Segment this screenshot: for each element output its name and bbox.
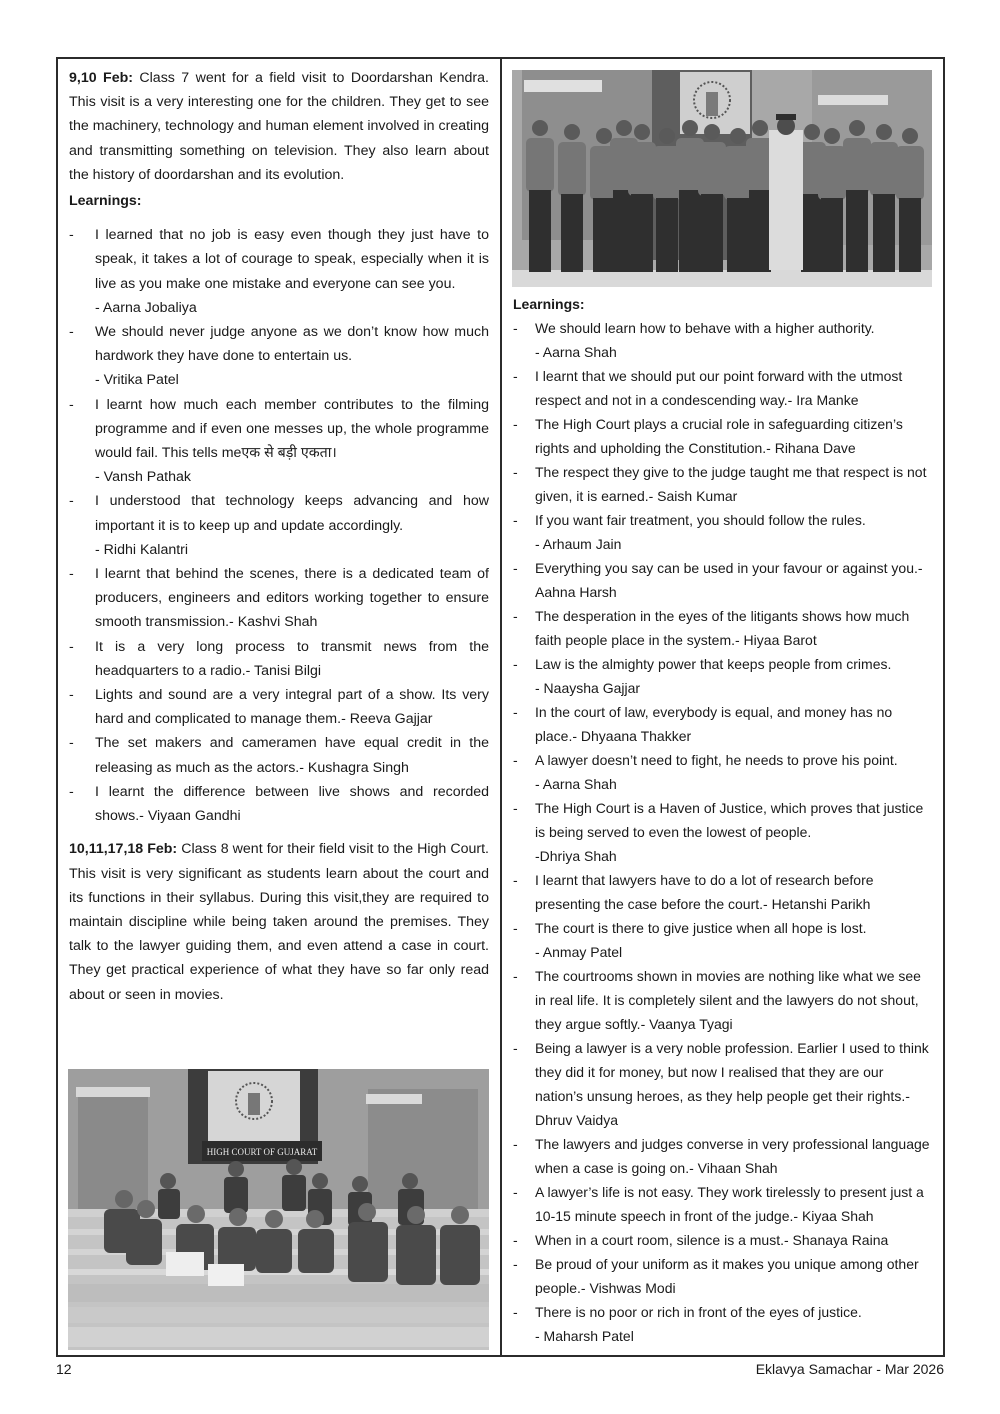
bullet-dash: -: [69, 493, 74, 510]
learning-author: - Anmay Patel: [535, 944, 623, 960]
section1-intro: [69, 66, 489, 187]
high-court-group-photo-image: [512, 70, 932, 287]
learning-text: When in a court room, silence is a must.- Shanaya Raina: [535, 1232, 889, 1248]
person-trousers: [749, 190, 771, 272]
bullet-dash: -: [69, 324, 74, 341]
right-column: [513, 290, 933, 1348]
person-head: [564, 124, 580, 140]
person-trousers: [873, 194, 895, 272]
bullet-dash: -: [513, 1256, 518, 1272]
section1-date: 9,10 Feb:: [69, 70, 133, 86]
bullet-dash: -: [513, 1040, 518, 1056]
learning-text: I learnt that behind the scenes, there is a dedicated team of producers, engineers and editors working together to ensure smooth transmission.- Kashvi Shah: [95, 566, 489, 631]
person-head: [616, 120, 632, 136]
bullet-dash: -: [513, 608, 518, 624]
person-trousers: [679, 190, 701, 272]
high-court-learning-item: [513, 964, 933, 1036]
learning-text: The desperation in the eyes of the litigants shows how much faith people place in the system.- Hiyaa Barot: [535, 608, 910, 648]
doordarshan-learning-item: [69, 683, 489, 731]
learning-text: We should never judge anyone as we don’t know how much hardwork they have done to entertain us.: [95, 324, 489, 365]
high-court-learning-item: [513, 316, 933, 364]
bullet-dash: -: [513, 1304, 518, 1320]
bullet-dash: -: [513, 464, 518, 480]
person-head: [704, 124, 720, 140]
person-trousers: [631, 194, 653, 272]
high-court-learning-item: [513, 556, 933, 604]
person-shirt: [896, 146, 924, 200]
bullet-dash: -: [513, 656, 518, 672]
person-trousers: [727, 198, 749, 272]
learning-text: I learnt that lawyers have to do a lot of research before presenting the case before the court.- Hetanshi Parikh: [535, 872, 874, 912]
high-court-learning-item: [513, 412, 933, 460]
learning-text: Everything you say can be used in your favour or against you.- Aahna Harsh: [535, 560, 923, 600]
right-learnings-heading: Learnings:: [513, 296, 585, 312]
bullet-dash: -: [69, 783, 74, 800]
high-court-learning-item: [513, 460, 933, 508]
person-trousers: [656, 198, 678, 272]
person-shirt: [843, 138, 871, 192]
learning-text: I learnt the difference between live shows and recorded shows.- Viyaan Gandhi: [95, 783, 489, 825]
bullet-dash: -: [513, 968, 518, 984]
learning-author: - Aarna Jobaliya: [95, 299, 197, 316]
person-trousers: [846, 190, 868, 272]
learning-author: - Naaysha Gajjar: [535, 680, 641, 696]
high-court-learning-item: [513, 1132, 933, 1180]
bullet-dash: -: [513, 512, 518, 528]
person-trousers: [561, 194, 583, 272]
bullet-dash: -: [513, 704, 518, 720]
learning-author: - Aarna Shah: [535, 344, 617, 360]
bullet-dash: -: [69, 687, 74, 704]
learning-author: - Ridhi Kalantri: [95, 541, 189, 558]
high-court-learning-item: [513, 868, 933, 916]
publication-name: Eklavya Samachar - Mar 2026: [755, 1361, 944, 1377]
bullet-dash: -: [513, 1232, 518, 1248]
learning-text: A lawyer’s life is not easy. They work tirelessly to present just a 10-15 minute speech in front of the judge.- Kiyaa Shah: [535, 1184, 924, 1224]
high-court-group-photo: [512, 70, 932, 287]
learning-text: The court is there to give justice when all hope is lost.: [535, 920, 867, 936]
high-court-learning-item: [513, 652, 933, 700]
person-shirt: [526, 138, 554, 192]
person-head: [682, 120, 698, 136]
person-shirt: [628, 142, 656, 196]
learning-text: Lights and sound are a very integral part of a show. Its very hard and complicated to manage them.- Reeva Gajjar: [95, 687, 489, 728]
learning-text: Law is the almighty power that keeps people from crimes.: [535, 656, 892, 672]
doordarshan-learning-item: [69, 780, 489, 828]
learning-text: In the court of law, everybody is equal, and money has no place.- Dhyaana Thakker: [535, 704, 893, 744]
doordarshan-learning-item: [69, 393, 489, 490]
section1-learnings-list: [69, 223, 489, 828]
person-head: [532, 120, 548, 136]
court-sign-text: HIGH COURT OF GUJARAT: [206, 1147, 318, 1157]
learning-text: The respect they give to the judge taught me that respect is not given, it is earned.- Saish Kumar: [535, 464, 927, 504]
bullet-dash: -: [513, 416, 518, 432]
section2-intro: [69, 837, 489, 1006]
high-court-learning-item: [513, 1180, 933, 1228]
bullet-dash: -: [69, 735, 74, 752]
learning-text: The High Court plays a crucial role in safeguarding citizen’s rights and upholding the Constitution.- Rihana Dave: [535, 416, 903, 456]
person-shirt: [698, 142, 726, 196]
learning-text: I learned that no job is easy even though they just have to speak, it takes a lot of courage to speak, especially when it is live as you make one mistake and everyone can see you.: [95, 227, 489, 292]
high-court-learning-item: [513, 796, 933, 868]
person-head: [659, 128, 675, 144]
doordarshan-learning-item: [69, 489, 489, 562]
left-column: [69, 66, 489, 1007]
doordarshan-learning-item: [69, 635, 489, 683]
section2-date: 10,11,17,18 Feb:: [69, 841, 178, 858]
learning-text: I understood that technology keeps advancing and how important it is to keep up and update accordingly.: [95, 493, 489, 534]
bullet-dash: -: [69, 566, 74, 583]
learning-text: I learnt that we should put our point forward with the utmost respect and not in a condescending way.- Ira Manke: [535, 368, 903, 408]
person-head: [876, 124, 892, 140]
learning-author: - Aarna Shah: [535, 776, 617, 792]
person-head: [752, 120, 768, 136]
doordarshan-learning-item: [69, 320, 489, 393]
person-trousers: [593, 198, 615, 272]
learning-text: The set makers and cameramen have equal credit in the releasing as much as the actors.- Kushagra Singh: [95, 735, 489, 776]
bullet-dash: -: [513, 560, 518, 576]
page-number: 12: [56, 1361, 72, 1377]
learning-author: -Dhriya Shah: [535, 848, 617, 864]
learning-author: - Vritika Patel: [95, 372, 179, 389]
person-trousers: [899, 198, 921, 272]
learning-text: We should learn how to behave with a higher authority.: [535, 320, 875, 336]
high-court-learning-item: [513, 1228, 933, 1252]
learning-text: A lawyer doesn’t need to fight, he needs to prove his point.: [535, 752, 898, 768]
high-court-learning-item: [513, 508, 933, 556]
bullet-dash: -: [513, 1184, 518, 1200]
learning-text: If you want fair treatment, you should follow the rules.: [535, 512, 866, 528]
person-head: [804, 124, 820, 140]
learning-text: Being a lawyer is a very noble profession. Earlier I used to think they did it for money, but now I realised that they are our nation’s unsung heroes, as they help people get their rights.- Dhruv Vaidya: [535, 1040, 929, 1128]
person-head: [596, 128, 612, 144]
bullet-dash: -: [69, 227, 74, 244]
learning-text: There is no poor or rich in front of the eyes of justice.: [535, 1304, 862, 1320]
section2-intro-text: Class 8 went for their field visit to the High Court. This visit is very significant as students learn about the court and its functions in their syllabus. During this visit,they are required to maintain discipline while being taken around the premises. They talk to the lawyer guiding them, and even attend a case in court. They get practical experience of what they have so far only read about or seen in movies.: [69, 841, 489, 1003]
person-shirt: [818, 146, 846, 200]
bullet-dash: -: [69, 638, 74, 655]
bullet-dash: -: [513, 800, 518, 816]
right-learnings-list: [513, 316, 933, 1348]
high-court-steps-photo: [68, 1069, 489, 1350]
person-head: [849, 120, 865, 136]
bullet-dash: -: [513, 872, 518, 888]
person-head: [634, 124, 650, 140]
learning-text: Be proud of your uniform as it makes you unique among other people.- Vishwas Modi: [535, 1256, 919, 1296]
learning-text: The lawyers and judges converse in very professional language when a case is going on.- Vihaan Shah: [535, 1136, 930, 1176]
person-head: [824, 128, 840, 144]
person-head: [902, 128, 918, 144]
learning-text: It is a very long process to transmit news from the headquarters to a radio.- Tanisi Bilgi: [95, 638, 489, 679]
bullet-dash: -: [513, 752, 518, 768]
bullet-dash: -: [513, 1136, 518, 1152]
person-trousers: [701, 194, 723, 272]
high-court-learning-item: [513, 1036, 933, 1132]
section1-intro-text: Class 7 went for a field visit to Doordarshan Kendra. This visit is a very interesting one for the children. They get to see the machinery, technology and human element involved in creating and transmitting something on television. They also learn about the history of doordarshan and its evolution.: [69, 70, 489, 183]
doordarshan-learning-item: [69, 223, 489, 320]
person-trousers: [529, 190, 551, 272]
bullet-dash: -: [513, 920, 518, 936]
doordarshan-learning-item: [69, 731, 489, 779]
high-court-learning-item: [513, 916, 933, 964]
high-court-learning-item: [513, 1252, 933, 1300]
column-divider: [500, 57, 502, 1357]
high-court-learning-item: [513, 604, 933, 652]
person-trousers: [821, 198, 843, 272]
learning-text: I learnt how much each member contributes to the filming programme and if even one messes up, the whole programme would fail. This tells meएक से बड़ी एकता।: [95, 396, 489, 462]
learning-author: - Arhaum Jain: [535, 536, 622, 552]
high-court-learning-item: [513, 700, 933, 748]
learning-text: The High Court is a Haven of Justice, which proves that justice is being served to even the lowest of people.: [535, 800, 924, 840]
section1-learnings-heading: Learnings:: [69, 193, 142, 210]
person-trousers: [801, 194, 823, 272]
bullet-dash: -: [513, 368, 518, 384]
bullet-dash: -: [69, 396, 74, 413]
high-court-learning-item: [513, 1300, 933, 1348]
person-shirt: [870, 142, 898, 196]
high-court-steps-photo-image: [68, 1069, 489, 1350]
person-head: [730, 128, 746, 144]
learning-author: - Maharsh Patel: [535, 1328, 634, 1344]
doordarshan-learning-item: [69, 562, 489, 635]
bullet-dash: -: [513, 320, 518, 336]
person-shirt: [558, 142, 586, 196]
high-court-learning-item: [513, 364, 933, 412]
high-court-learning-item: [513, 748, 933, 796]
learning-text: The courtrooms shown in movies are nothing like what we see in real life. It is completely silent and the lawyers do not shout, they argue softly.- Vaanya Tyagi: [535, 968, 921, 1032]
learning-author: - Vansh Pathak: [95, 469, 191, 486]
